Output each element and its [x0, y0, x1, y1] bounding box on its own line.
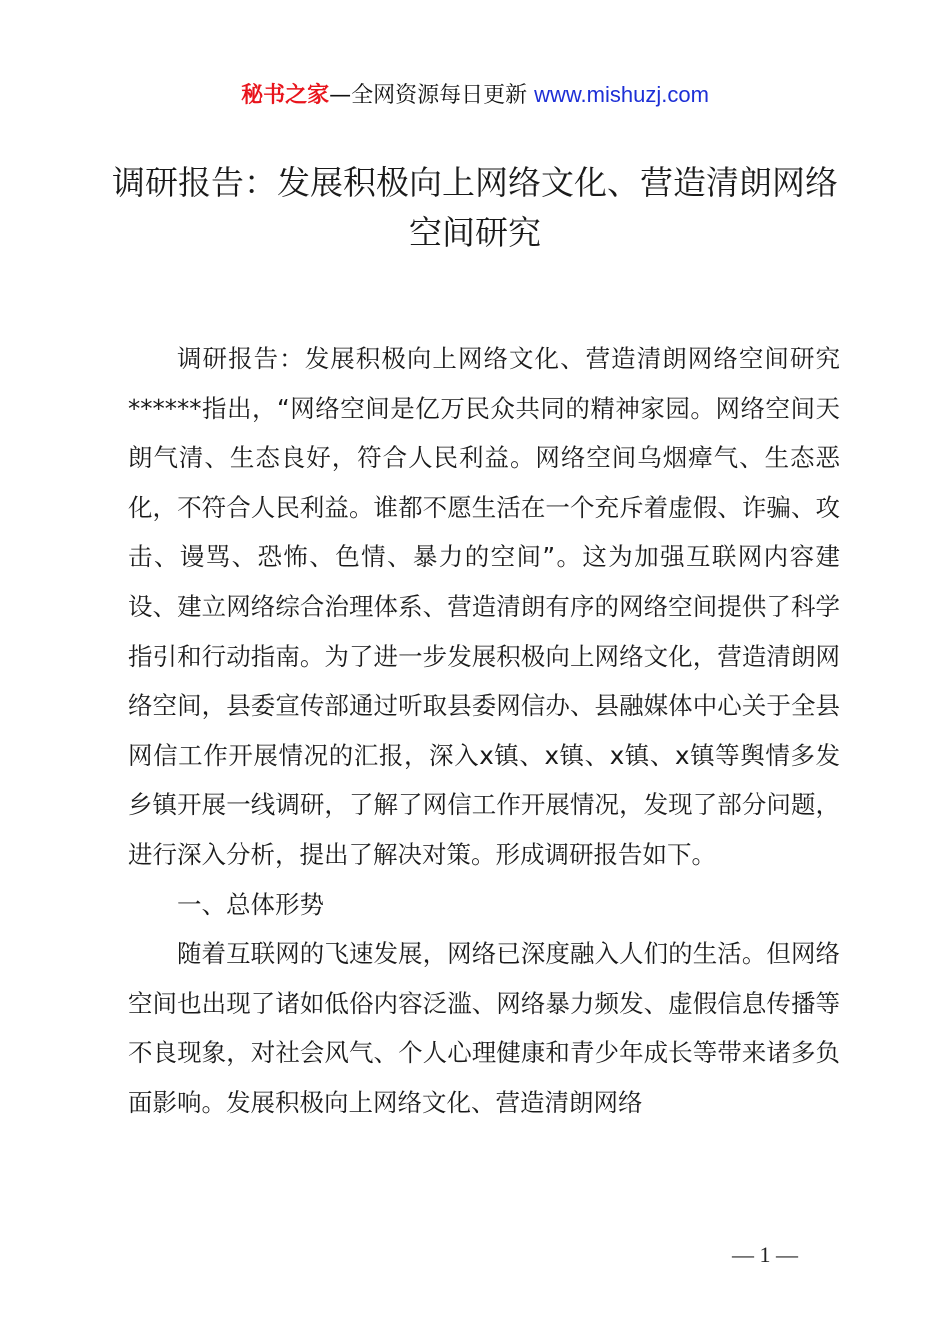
document-body [128, 334, 840, 1128]
brand-name: 秘书之家 [241, 83, 330, 108]
page-number: — 1 — [732, 1242, 798, 1267]
body-paragraph: 随着互联网的飞速发展，网络已深度融入人们的生活。但网络空间也出现了诸如低俗内容泛滥、网络暴力频发、虚假信息传播等不良现象，对社会风气、个人心理健康和青少年成长等带来诸多负面影响。发展积极向上网络文化、营造清朗网络 [128, 939, 840, 1117]
intro-paragraph: 调研报告：发展积极向上网络文化、营造清朗网络空间研究******指出，“网络空间是亿万民众共同的精神家园。网络空间天朗气清、生态良好，符合人民利益。网络空间乌烟瘴气、生态恶化，不符合人民利益。谁都不愿生活在一个充斥着虚假、诈骗、攻击、谩骂、恐怖、色情、暴力的空间”。这为加强互联网内容建设、建立网络综合治理体系、营造清朗有序的网络空间提供了科学指引和行动指南。为了进一步发展积极向上网络文化，营造清朗网络空间，县委宣传部通过听取县委网信办、县融媒体中心关于全县网信工作开展情况的汇报，深入x镇、x镇、x镇、x镇等舆情多发乡镇开展一线调研，了解了网信工作开展情况，发现了部分问题，进行深入分析，提出了解决对策。形成调研报告如下。 [128, 344, 840, 869]
site-banner [0, 78, 950, 113]
banner-dash: — [329, 83, 352, 108]
banner-tagline: 全网资源每日更新 [351, 83, 528, 108]
site-url-link[interactable]: www.mishuzj.com [534, 82, 709, 107]
document-title: 调研报告：发展积极向上网络文化、营造清朗网络空间研究 [112, 163, 838, 252]
section-heading: 一、总体形势 [177, 889, 324, 919]
